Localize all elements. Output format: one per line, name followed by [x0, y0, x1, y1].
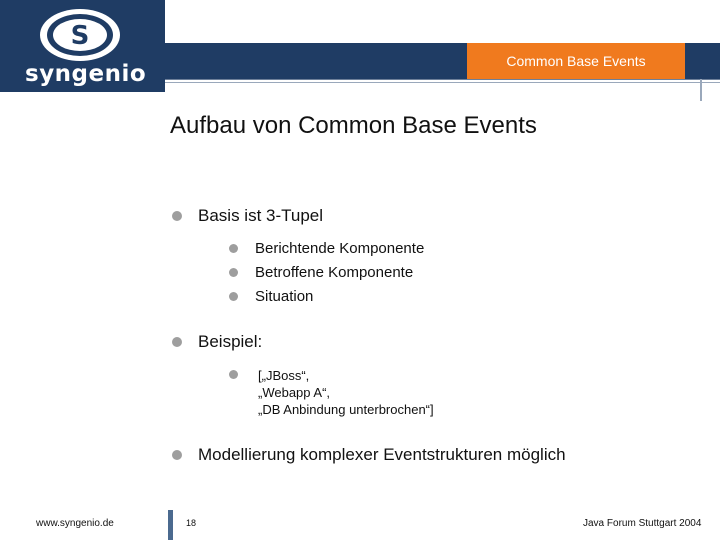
logo-text: syngenio: [25, 61, 147, 87]
bullet-icon: [229, 292, 238, 301]
sub-bullet-text: Betroffene Komponente: [255, 264, 414, 281]
sub-bullet-item: [255, 240, 424, 257]
bullet-icon: [229, 244, 238, 253]
sub-bullet-item: [255, 264, 413, 281]
sub-bullet-item: [255, 288, 313, 305]
page-number: 18: [186, 518, 197, 528]
header-rule-secondary: [165, 82, 720, 83]
bullet-item: [198, 206, 323, 226]
bullet-icon: [229, 370, 238, 379]
example-line: [„JBoss“,: [258, 368, 310, 383]
bullet-text: Basis ist 3-Tupel: [198, 206, 324, 225]
footer-divider: [168, 510, 173, 540]
logo-letter: S: [70, 21, 90, 51]
bullet-icon: [229, 268, 238, 277]
syngenio-logo-icon: [37, 7, 123, 63]
bullet-icon: [172, 450, 182, 460]
footer-url: www.syngenio.de: [36, 518, 114, 529]
header-title: [467, 43, 685, 79]
bullet-icon: [172, 337, 182, 347]
footer-event: Java Forum Stuttgart 2004: [583, 518, 702, 529]
sub-bullet-text: Situation: [255, 288, 314, 305]
example-line: „Webapp A“,: [258, 385, 331, 400]
example-line: „DB Anbindung unterbrochen“]: [258, 402, 434, 417]
bullet-text: Modellierung komplexer Eventstrukturen möglich: [198, 445, 566, 464]
sub-bullet-text: Berichtende Komponente: [255, 240, 425, 257]
header-rule: [165, 79, 720, 80]
slide-title: Aufbau von Common Base Events: [170, 112, 537, 139]
header-title-text: Common Base Events: [506, 53, 646, 69]
header-tick: [700, 79, 702, 101]
bullet-item: [198, 332, 262, 352]
logo-panel: [0, 0, 165, 92]
bullet-text: Beispiel:: [198, 332, 263, 351]
bullet-item: [198, 445, 566, 465]
example-item: [258, 367, 434, 418]
bullet-icon: [172, 211, 182, 221]
